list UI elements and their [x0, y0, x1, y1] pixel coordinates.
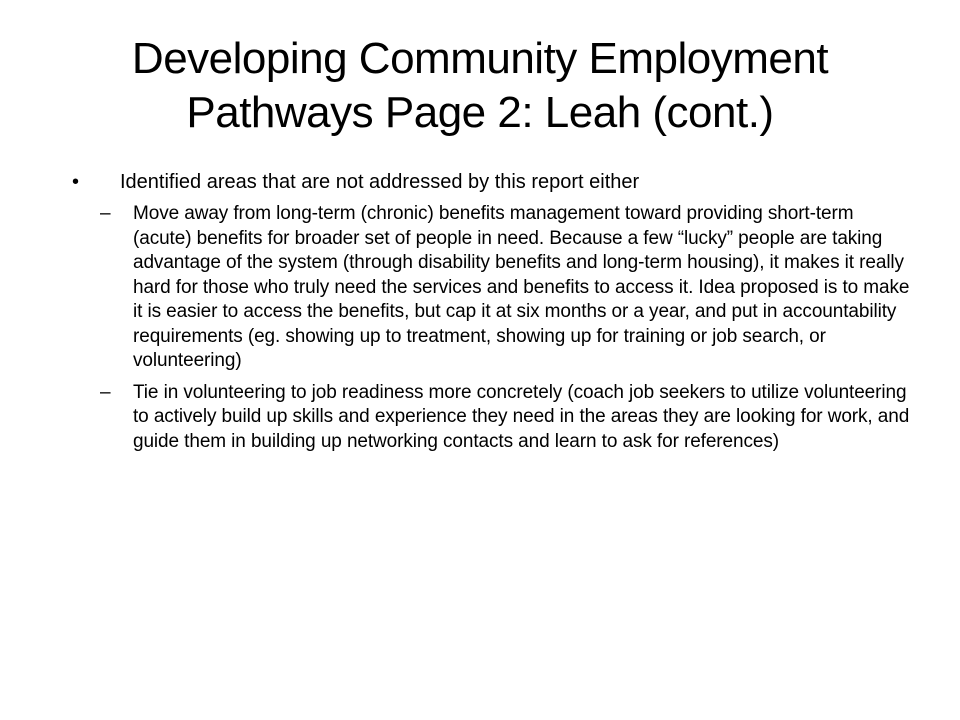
sub-bullet-marker: –	[100, 203, 111, 224]
bullet-text: Identified areas that are not addressed by this report either	[120, 171, 640, 193]
sub-bullet-text: Move away from long-term (chronic) benefits management toward providing short-term (acute) benefits for broader set of people in need. Because a few “lucky” people are taking advantage of the system (through disability benefits and long-term housing), it makes it really hard for those who truly need the services and benefits to access it. Idea proposed is to make it is easier to access the benefits, but cap it at six months or a year, and put in accountability requirements (eg. showing up to treatment, showing up for training or job search, or volunteering)	[133, 203, 910, 371]
sub-bullet-text: Tie in volunteering to job readiness more concretely (coach job seekers to utilize volunteering to actively build up skills and experience they need in the areas they are looking for work, and guide them in building up networking contacts and learn to ask for references)	[133, 381, 910, 452]
sub-bullet-item	[72, 202, 912, 374]
sub-bullet-marker: –	[100, 381, 111, 403]
bullet-marker: •	[72, 171, 80, 193]
bullet-item	[72, 168, 912, 196]
sub-bullet-item	[72, 381, 912, 455]
slide-title: Developing Community Employment Pathways Page 2: Leah (cont.)	[131, 34, 829, 137]
sub-bullet-list	[72, 202, 912, 454]
slide-body	[72, 168, 912, 461]
